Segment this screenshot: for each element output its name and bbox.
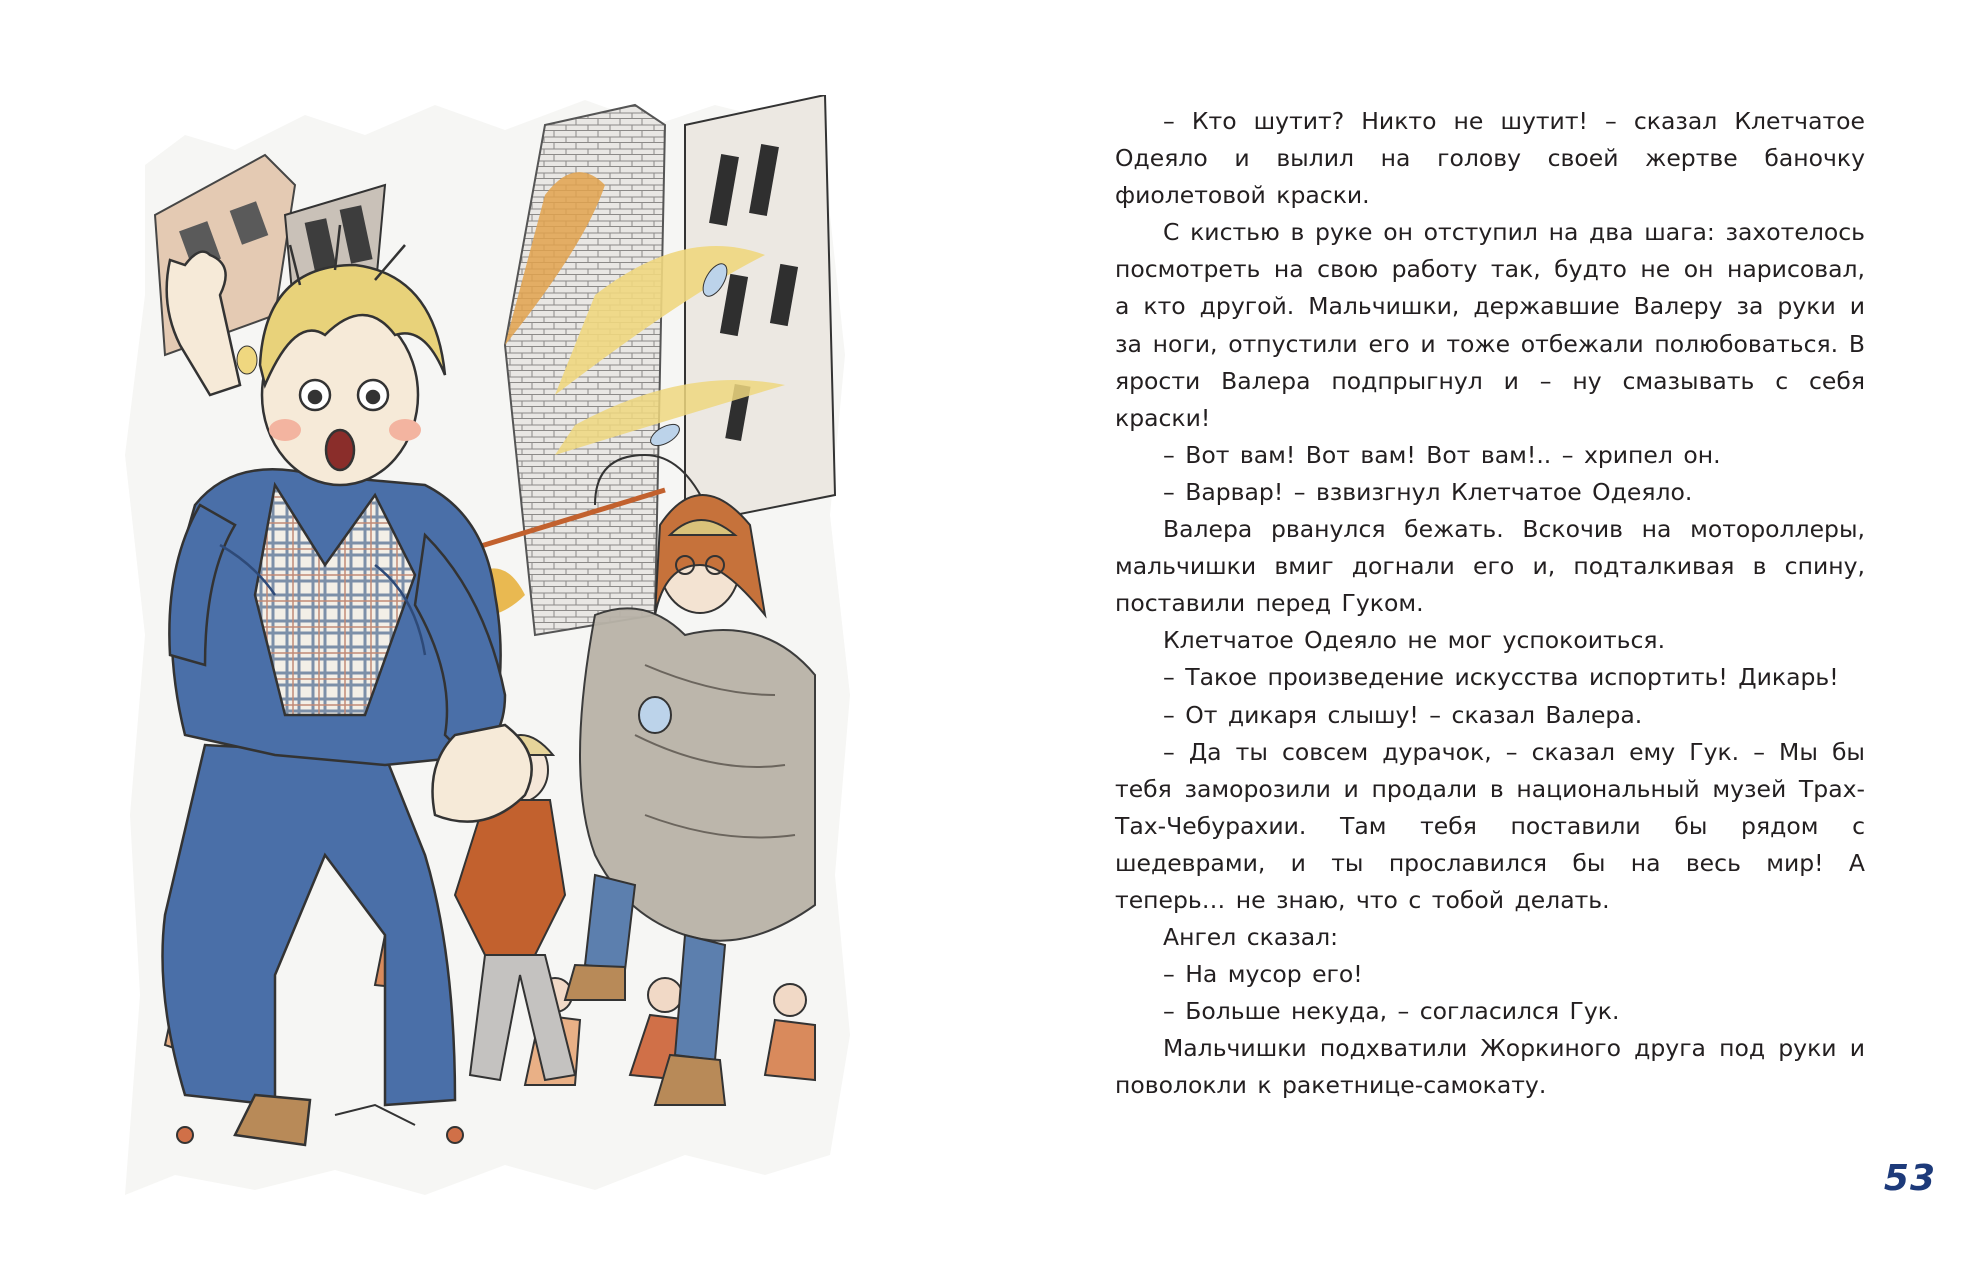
paragraph: – На мусор его! bbox=[1163, 960, 1363, 989]
paragraph: – Кто шутит? Никто не шутит! – сказал Клетчатое Одеяло и вылил на голову своей жертве баночку фиолетовой краски. bbox=[1115, 107, 1865, 210]
paragraph: – Варвар! – взвизгнул Клетчатое Одеяло. bbox=[1163, 477, 1693, 506]
page-number: 53 bbox=[1883, 1158, 1936, 1199]
paragraph: Валера рванулся бежать. Вскочив на мотороллеры, мальчишки вмиг догнали его и, подталкивая в спину, поставили перед Гуком. bbox=[1115, 515, 1865, 618]
paragraph: – Больше некуда, – согласился Гук. bbox=[1163, 997, 1620, 1026]
paragraph: Клетчатое Одеяло не мог успокоиться. bbox=[1163, 626, 1666, 655]
paragraph: – Вот вам! Вот вам! Вот вам!.. – хрипел он. bbox=[1163, 440, 1721, 469]
story-text bbox=[1115, 103, 1865, 1105]
illustration bbox=[125, 95, 895, 1200]
paragraph: – Да ты совсем дурачок, – сказал ему Гук. – Мы бы тебя заморозили и продали в национальный музей Трах-Тах-Чебурахии. Там тебя поставили бы рядом с шедеврами, и ты прославился бы на весь мир! А теперь… не знаю, что с тобой делать. bbox=[1115, 737, 1865, 914]
building-right bbox=[685, 95, 835, 525]
paragraph: Мальчишки подхватили Жоркиного друга под руки и поволокли к ракетнице-самокату. bbox=[1115, 1034, 1865, 1100]
paragraph: – Такое произведение искусства испортить! Дикарь! bbox=[1163, 663, 1839, 692]
paragraph: – От дикаря слышу! – сказал Валера. bbox=[1163, 700, 1643, 729]
paragraph: Ангел сказал: bbox=[1163, 923, 1339, 952]
paragraph: С кистью в руке он отступил на два шага: захотелось посмотреть на свою работу так, будто не он нарисовал, а кто другой. Мальчишки, державшие Валеру за руки и за ноги, отпустили его и тоже отбежали полюбоваться. В ярости Валера подпрыгнул и – ну смазывать с себя краски! bbox=[1115, 218, 1865, 432]
